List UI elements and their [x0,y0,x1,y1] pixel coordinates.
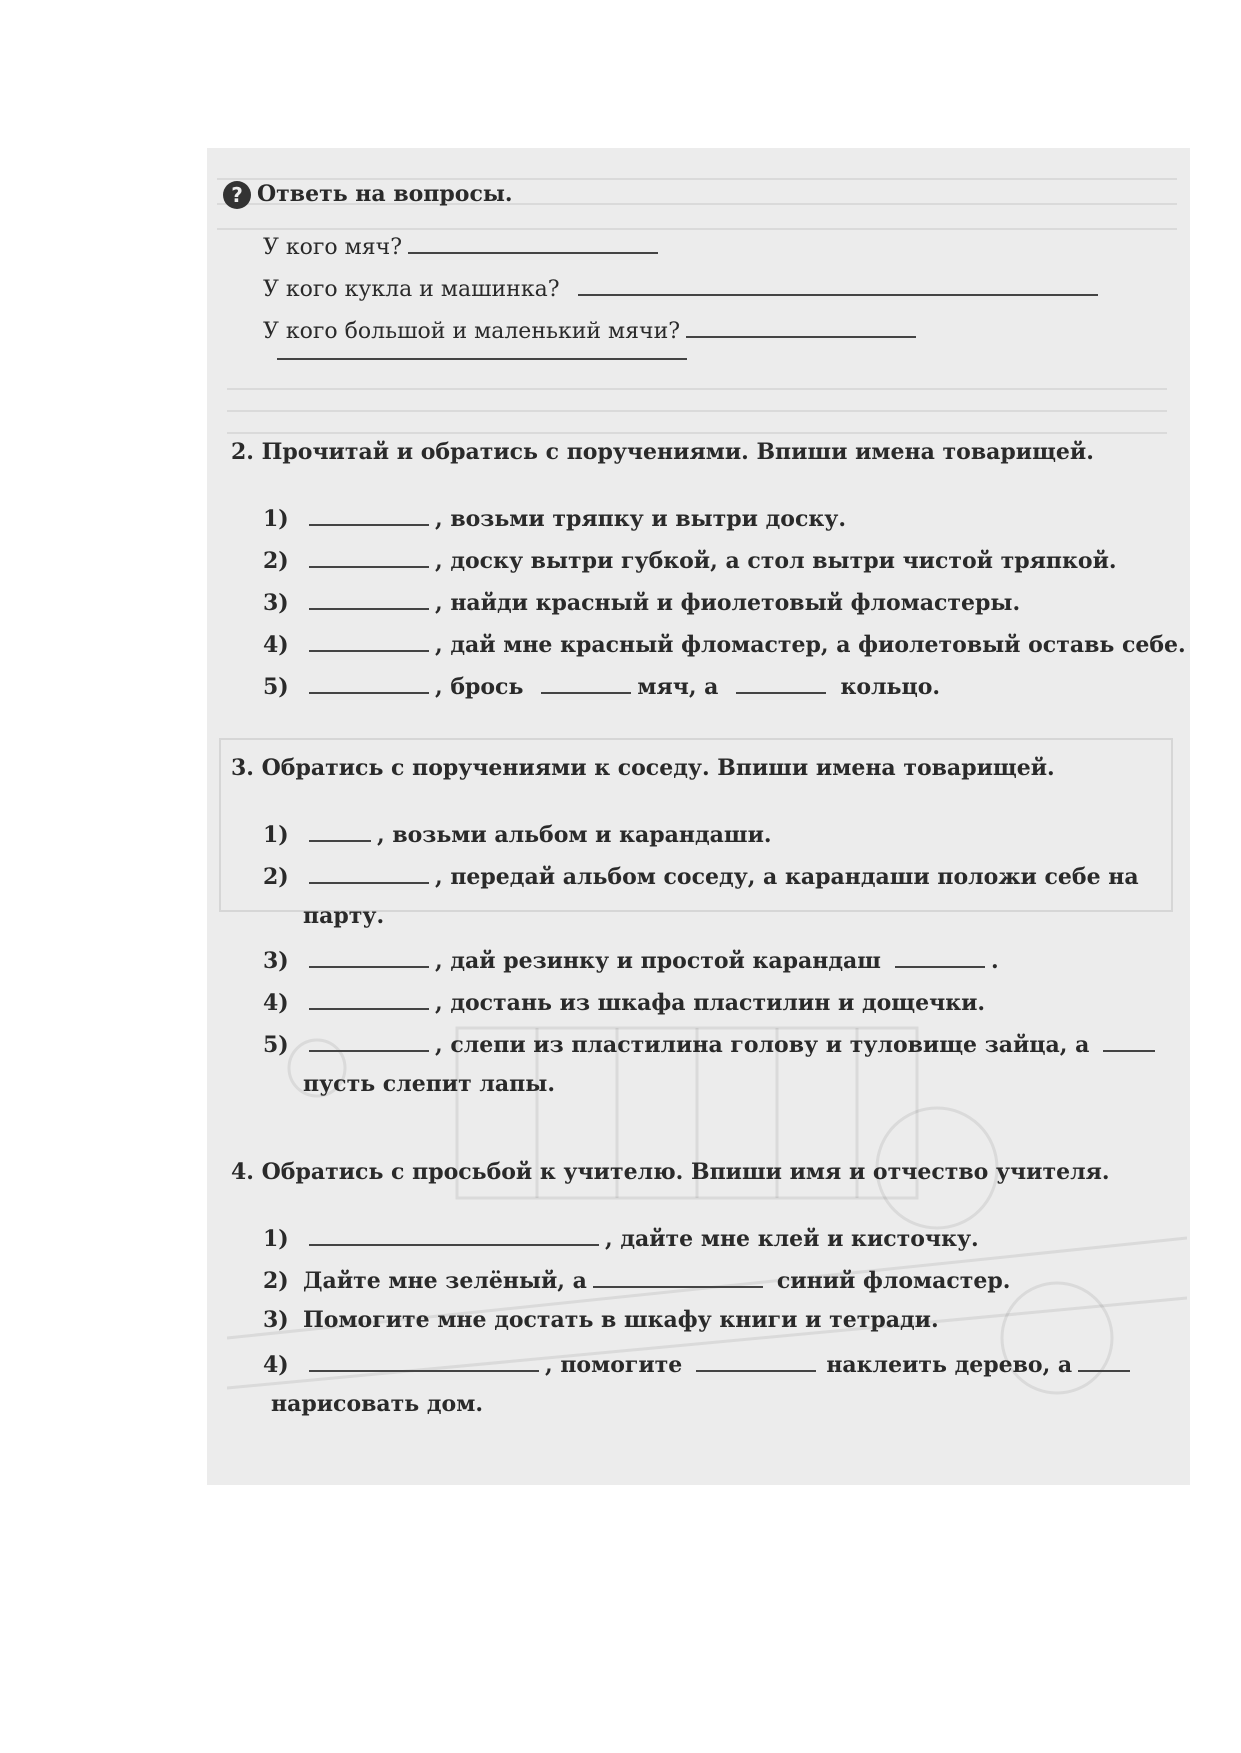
list-item-continuation: пусть слепит лапы. [303,1071,556,1097]
list-item: 3) Помогите мне достать в шкафу книги и тетради. [263,1307,939,1333]
word-blank[interactable] [736,670,826,694]
section-3-title: 3. Обратись с поручениями к соседу. Впиши имена товарищей. [231,755,1055,781]
teacher-name-blank[interactable] [593,1264,763,1288]
name-blank[interactable] [309,818,371,842]
question-2: У кого кукла и машинка? [263,272,1104,304]
section-2-title: 2. Прочитай и обратись с поручениями. Впиши имена товарищей. [231,439,1094,465]
name-blank[interactable] [309,944,429,968]
bleed-through-line [227,410,1167,412]
teacher-name-blank[interactable] [309,1222,599,1246]
question-1: У кого мяч? [263,230,664,262]
list-item: 1) , возьми тряпку и вытри доску. [263,502,846,533]
name-blank[interactable] [309,586,429,610]
name-blank[interactable] [309,860,429,884]
teacher-name-blank[interactable] [309,1348,539,1372]
teacher-name-blank[interactable] [696,1348,816,1372]
list-item: 5) , слепи из пластилина голову и туловище зайца, а [263,1028,1161,1059]
name-blank[interactable] [1103,1028,1155,1052]
question-icon: ? [223,181,251,209]
list-item: 3) , дай резинку и простой карандаш . [263,944,999,975]
name-blank[interactable] [309,544,429,568]
list-item: 2) Дайте мне зелёный, а синий фломастер. [263,1264,1010,1295]
question-3: У кого большой и маленький мячи? [263,314,922,346]
name-blank[interactable] [895,944,985,968]
list-item: 4) , достань из шкафа пластилин и дощечки. [263,986,985,1017]
section-4-title: 4. Обратись с просьбой к учителю. Впиши имя и отчество учителя. [231,1159,1110,1185]
name-blank[interactable] [309,670,429,694]
list-item: 1) , возьми альбом и карандаши. [263,818,772,849]
name-blank[interactable] [309,628,429,652]
list-item: 5) , брось мяч, а кольцо. [263,670,940,701]
list-item-continuation: нарисовать дом. [271,1391,483,1417]
bleed-through-line [227,432,1167,434]
word-blank[interactable] [541,670,631,694]
list-item-continuation: парту. [303,903,385,929]
section-1-title: ? Ответь на вопросы. [223,180,513,209]
answer-line[interactable] [277,358,687,360]
name-blank[interactable] [309,1028,429,1052]
list-item: 2) , передай альбом соседу, а карандаши положи себе на [263,860,1139,891]
name-blank[interactable] [309,986,429,1010]
answer-blank[interactable] [686,314,916,338]
worksheet-page [207,148,1190,1485]
bleed-through-line [227,388,1167,390]
list-item: 2) , доску вытри губкой, а стол вытри чистой тряпкой. [263,544,1117,575]
answer-blank[interactable] [578,272,1098,296]
list-item: 4) , помогите наклеить дерево, а [263,1348,1136,1379]
list-item: 3) , найди красный и фиолетовый фломастеры. [263,586,1020,617]
list-item: 1) , дайте мне клей и кисточку. [263,1222,979,1253]
name-blank[interactable] [309,502,429,526]
teacher-name-blank[interactable] [1078,1348,1130,1372]
answer-blank[interactable] [408,230,658,254]
list-item: 4) , дай мне красный фломастер, а фиолетовый оставь себе. [263,628,1186,659]
